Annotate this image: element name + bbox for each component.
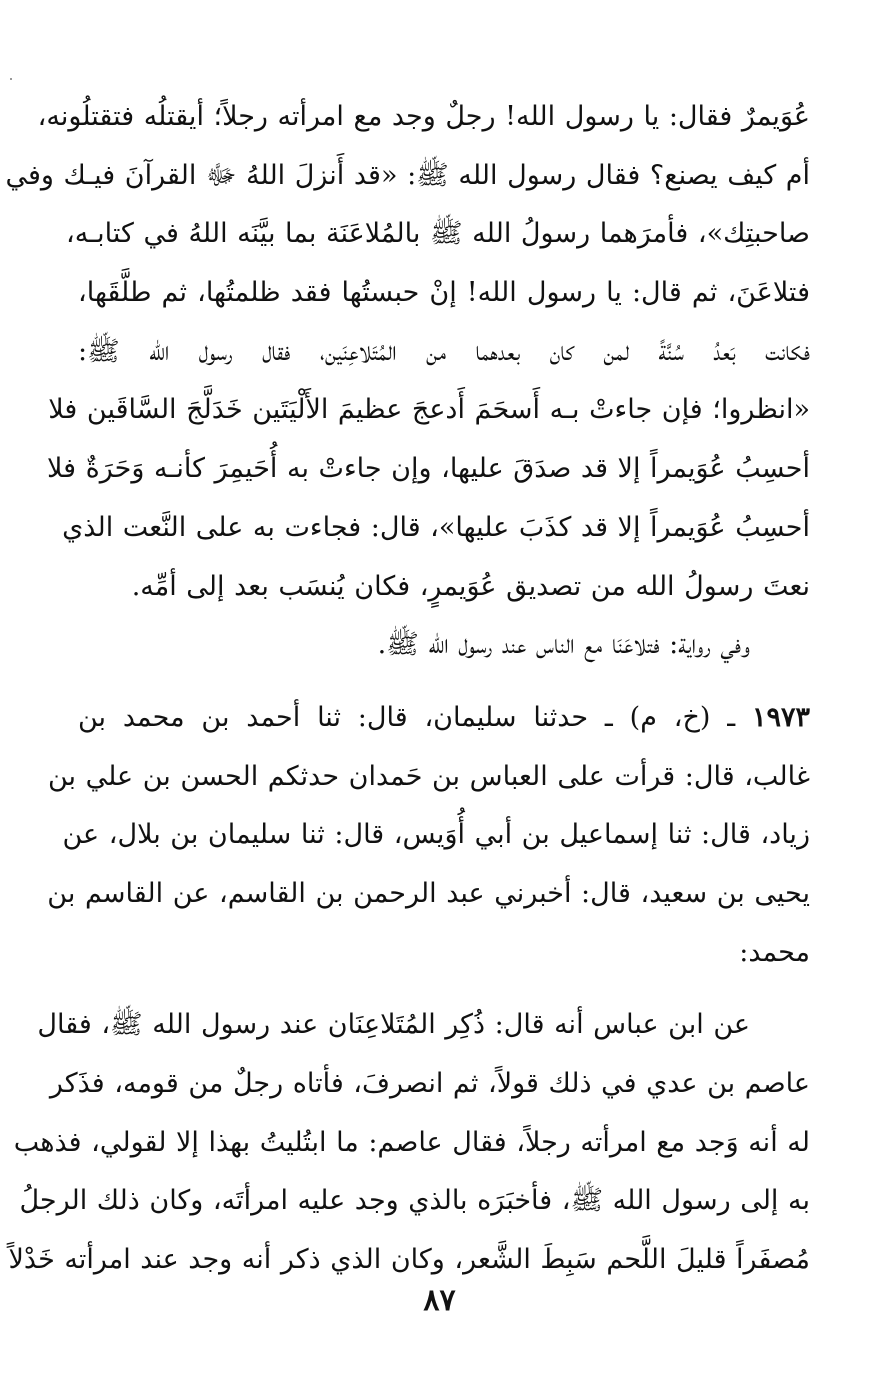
- paragraph-hadith-text: [5, 88, 810, 616]
- text-line: محمد:: [739, 936, 810, 968]
- text-line: فكانت بَعدُ سُنَّةً لمن كان بعدهما من المُتَلاعِنَين، فقال رسول الله ﷺ:: [78, 335, 810, 367]
- text-line: «انظروا؛ فإن جاءتْ بـه أَسحَمَ أَدعجَ عظيمَ الأَلْيَتَين خَدَلَّجَ السَّاقَين فلا: [48, 394, 810, 426]
- margin-mark: [10, 78, 12, 80]
- text-line: أم كيف يصنع؟ فقال رسول الله ﷺ: «قد أَنزلَ اللهُ ﷻ القرآنَ فيـك وفي: [5, 159, 810, 191]
- text-line: له أنه وَجد مع امرأته رجلاً، فقال عاصم: ما ابتُليتُ بهذا إلا لقولي، فذهب: [13, 1126, 810, 1158]
- text-line: مُصفَراً قليلَ اللَّحم سَبِطَ الشَّعر، وكان الذي ذكر أنه وجد عند امرأته خَدْلاً: [8, 1244, 810, 1276]
- text-line: أحسِبُ عُوَيمراً إلا قد صدَقَ عليها، وإن جاءتْ به أُحَيمِرَ كأنـه وَحَرَةٌ فلا: [47, 453, 810, 485]
- page-body: [5, 88, 810, 1290]
- text-line: غالب، قال: قرأت على العباس بن حَمدان حدثكم الحسن بن علي بن: [47, 760, 810, 792]
- text-line: [78, 689, 810, 748]
- hadith-number: ١٩٧٣: [751, 701, 810, 733]
- text-line: فتلاعَنَ، ثم قال: يا رسول الله! إنْ حبستُها فقد ظلمتُها، ثم طلَّقَها،: [78, 277, 810, 309]
- page-number: ٨٧: [423, 1283, 456, 1318]
- text-line: به إلى رسول الله ﷺ، فأخبَرَه بالذي وجد عليه امرأتَه، وكان ذلك الرجلُ: [19, 1185, 810, 1217]
- isnad-first-line: ـ (خ، م) ـ حدثنا سليمان، قال: ثنا أحمد بن محمد بن: [78, 701, 736, 733]
- text-line: زياد، قال: ثنا إسماعيل بن أبي أُوَيس، قال: ثنا سليمان بن بلال، عن: [62, 819, 810, 851]
- text-line: عُوَيمرٌ فقال: يا رسول الله! رجلٌ وجد مع امرأته رجلاً؛ أيقتلُه فتقتلُونه،: [37, 101, 810, 132]
- paragraph-matn: [8, 996, 810, 1289]
- paragraph-riwaya: [78, 616, 810, 675]
- paragraph-isnad: [47, 689, 810, 982]
- text-line: نعتَ رسولُ الله من تصديق عُوَيمرٍ، فكان يُنسَب بعد إلى أمِّه.: [131, 570, 810, 602]
- text-line: صاحبتِك»، فأمرَهما رسولُ الله ﷺ بالمُلاعَنَة بما بيَّنَه اللهُ في كتابـه،: [66, 218, 810, 250]
- riwaya-line: وفي رواية: فتلاعَنَا مع الناس عند رسول الله ﷺ.: [377, 629, 750, 661]
- text-line: عاصم بن عدي في ذلك قولاً، ثم انصرفَ، فأتاه رجلٌ من قومه، فذَكر: [49, 1068, 810, 1099]
- text-line: عن ابن عباس أنه قال: ذُكِر المُتَلاعِنَان عند رسول الله ﷺ، فقال: [37, 1009, 750, 1041]
- text-line: أحسِبُ عُوَيمراً إلا قد كذَبَ عليها»، قال: فجاءت به على النَّعت الذي: [62, 511, 810, 543]
- text-line: يحيى بن سعيد، قال: أخبرني عبد الرحمن بن القاسم، عن القاسم بن: [47, 877, 810, 909]
